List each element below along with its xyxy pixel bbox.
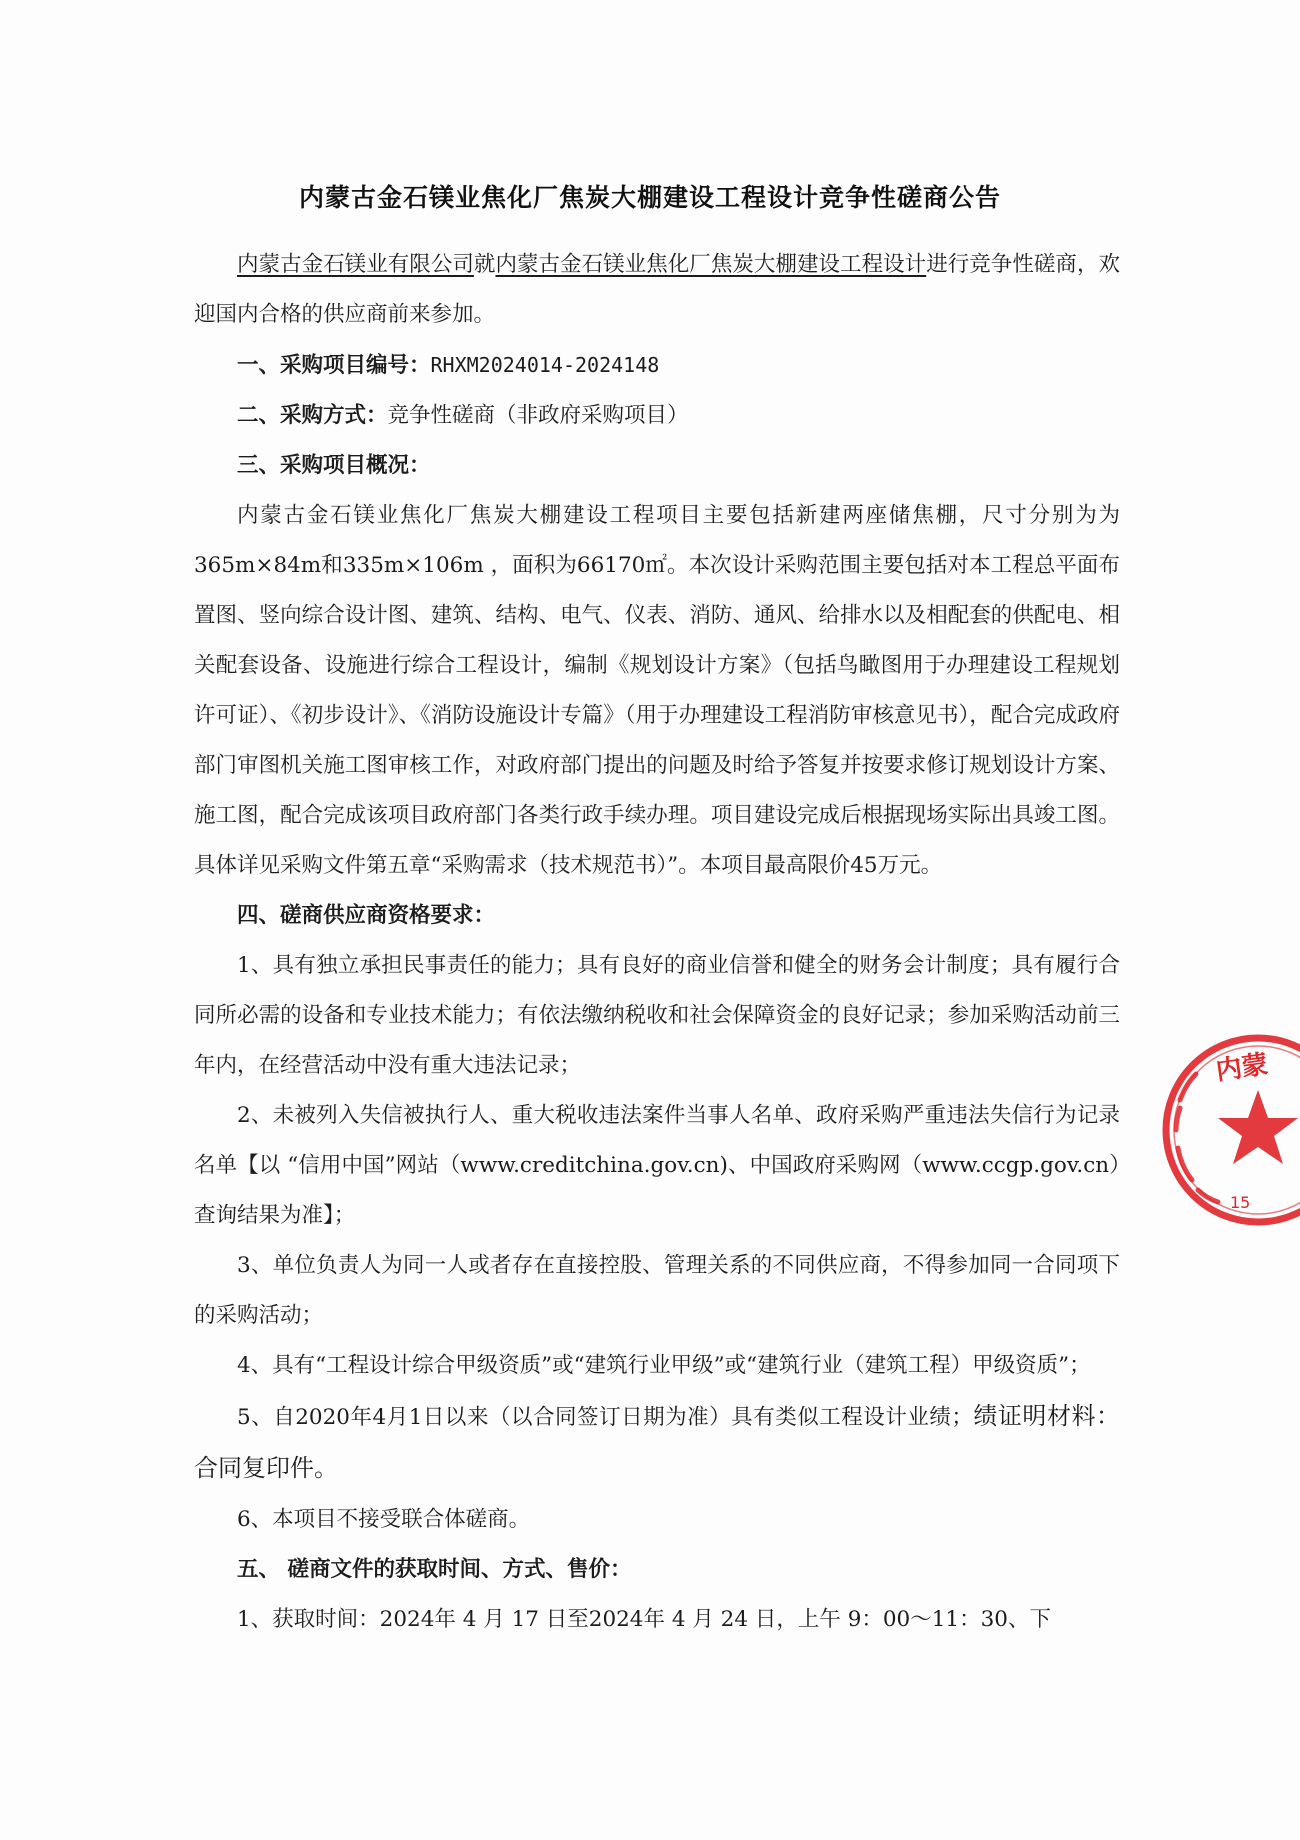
section-1-procurement-number (194, 340, 1120, 391)
section-2-label: 二、采购方式： (237, 403, 388, 428)
intro-company: 内蒙古金石镁业有限公司 (237, 252, 474, 277)
seal-number: 15 (1230, 1193, 1251, 1212)
section-1-label: 一、采购项目编号： (237, 353, 431, 378)
document-body (194, 240, 1120, 1645)
section-2-procurement-method (194, 391, 1120, 441)
qualification-item-6: 6、本项目不接受联合体磋商。 (237, 1507, 531, 1532)
company-seal (1158, 1030, 1300, 1230)
qualification-item-1: 1、具有独立承担民事责任的能力；具有良好的商业信誉和健全的财务会计制度；具有履行合同所必需的设备和专业技术能力；有依法缴纳税收和社会保障资金的良好记录；参加采购活动前三年内，在经营活动中没有重大违法记录； (194, 953, 1120, 1078)
qualification-item-4: 4、具有“工程设计综合甲级资质”或“建筑行业甲级”或“建筑行业（建筑工程）甲级资质”； (237, 1353, 1091, 1378)
section-1-value: RHXM2024014-2024148 (430, 353, 660, 377)
intro-paragraph (194, 240, 1120, 340)
section-3-body: 内蒙古金石镁业焦化厂焦炭大棚建设工程项目主要包括新建两座储焦棚，尺寸分别为为365m×84m和335m×106m ，面积为66170㎡。本次设计采购范围主要包括对本工程总平面布置图、竖向综合设计图、建筑、结构、电气、仪表、消防、通风、给排水以及相配套的供配电、相关配套设备、设施进行综合工程设计，编制《规划设计方案》（包括鸟瞰图用于办理建设工程规划许可证）、《初步设计》、《消防设施设计专篇》（用于办理建设工程消防审核意见书），配合完成政府部门审图机关施工图审核工作，对政府部门提出的问题及时给予答复并按要求修订规划设计方案、施工图，配合完成该项目政府部门各类行政手续办理。项目建设完成后根据现场实际出具竣工图。具体详见采购文件第五章“采购需求（技术规范书）”。本项目最高限价45万元。 (194, 503, 1120, 878)
section-2-value: 竞争性磋商（非政府采购项目） (387, 403, 689, 428)
intro-project: 内蒙古金石镁业焦化厂焦炭大棚建设工程设计 (495, 252, 927, 277)
intro-rest: 进行竞争性磋商，欢迎国内合格的供应商前来参加。 (194, 252, 1120, 327)
qualification-item-2: 2、未被列入失信被执行人、重大税收违法案件当事人名单、政府采购严重违法失信行为记录名单【以 “信用中国”网站（www.creditchina.gov.cn)、中国政府采购网（www.ccgp.gov.cn）查询结果为准】； (194, 1103, 1120, 1228)
section-3-heading: 三、采购项目概况： (237, 453, 431, 478)
qualification-item-3: 3、单位负责人为同一人或者存在直接控股、管理关系的不同供应商，不得参加同一合同项下的采购活动； (194, 1253, 1120, 1328)
qualification-item-5 (194, 1391, 1120, 1495)
seal-star-icon (1218, 1090, 1298, 1164)
seal-text: 内蒙 (1214, 1049, 1270, 1087)
intro-mid: 就 (473, 252, 496, 277)
document-title: 内蒙古金石镁业焦化厂焦炭大棚建设工程设计竞争性磋商公告 (298, 183, 1001, 212)
section-5-item-1: 1、获取时间：2024年 4 月 17 日至2024年 4 月 24 日，上午 9：00～11：30、下 (237, 1607, 1051, 1632)
qualification-item-5-proof: 绩证明材料：合同复印件。 (194, 1402, 1120, 1482)
section-4-heading: 四、磋商供应商资格要求： (237, 903, 496, 928)
section-5-heading: 五、 磋商文件的获取时间、方式、售价： (237, 1557, 632, 1582)
qualification-item-5-main: 5、自2020年4月1日以来（以合同签订日期为准）具有类似工程设计业绩； (237, 1405, 973, 1430)
